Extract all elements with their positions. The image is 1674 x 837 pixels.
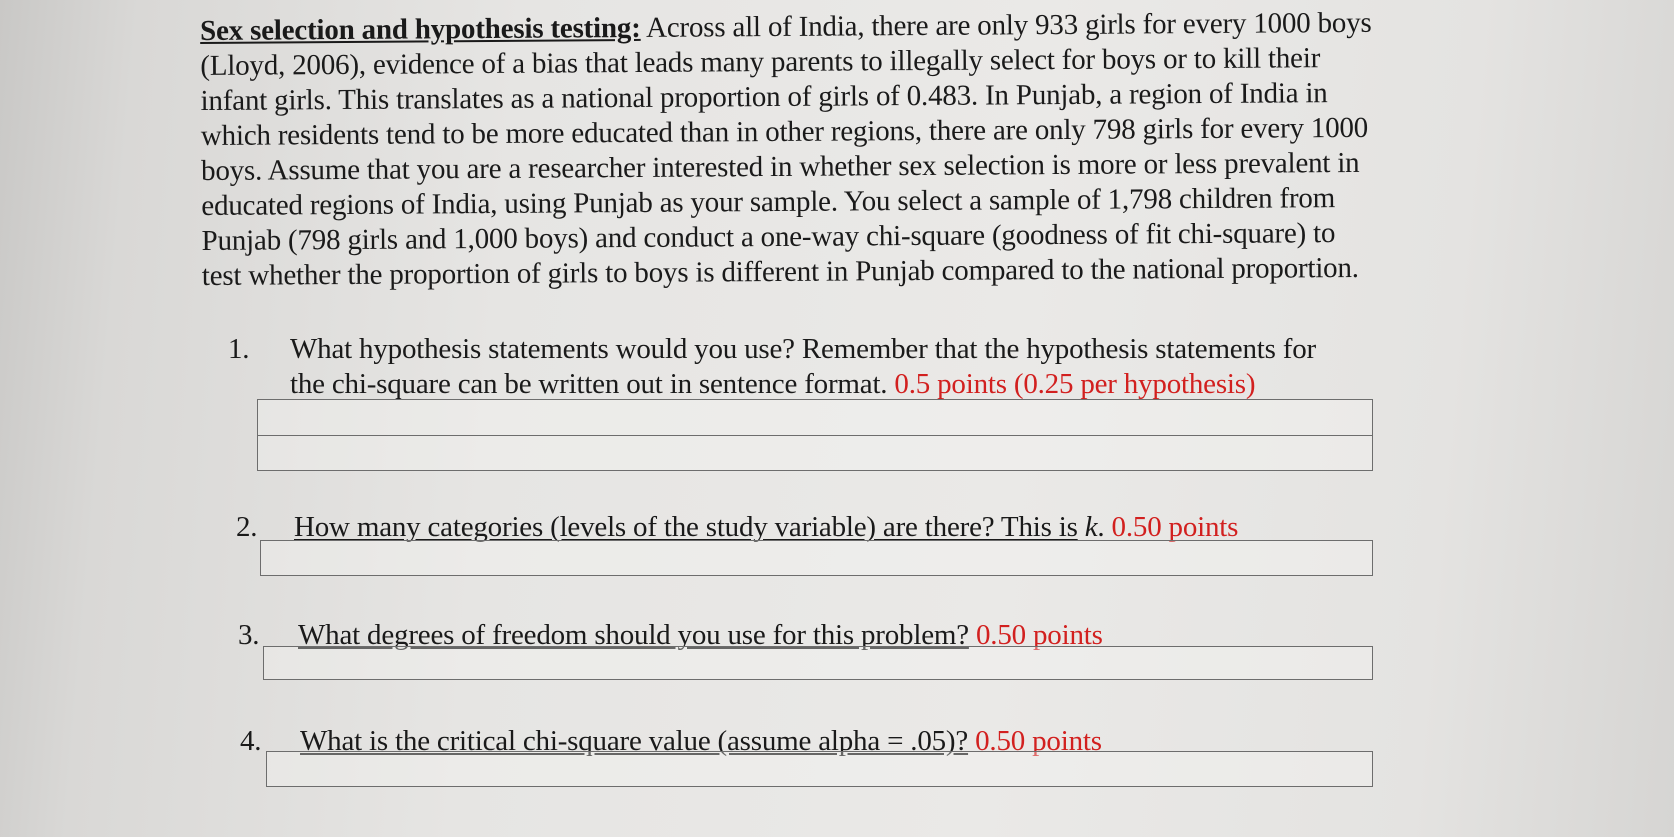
answer-box-1[interactable] (257, 399, 1373, 471)
answer-box-4[interactable] (266, 751, 1373, 787)
question-text-line2: the chi-square can be written out in sentence format. (290, 368, 888, 400)
question-text: What degrees of freedom should you use for this problem? (298, 619, 969, 651)
answer-box-divider (258, 435, 1372, 436)
question-text: What is the critical chi-square value (assume alpha = .05)? (300, 725, 969, 757)
intro-paragraph (200, 6, 1382, 294)
question-text-line2-wrap (290, 367, 1255, 402)
question-number: 4. (240, 725, 262, 757)
intro-body: Across all of India, there are only 933 girls for every 1000 boys (Lloyd, 2006), evidence of a bias that leads many parents to illegally select for boys or to kill their infant girls. This translates as a national proportion of girls of 0.483. In Punjab, a region of India in which residents tend to be more educated than in other regions, there are only 798 girls for every 1000 boys. Assume that you are a researcher interested in whether sex selection is more or less prevalent in educated regions of India, using Punjab as your sample. You select a sample of 1,798 children from Punjab (798 girls and 1,000 boys) and conduct a one-way chi-square (goodness of fit chi-square) to test whether the proportion of girls to boys is different in Punjab compared to the national proportion. (200, 6, 1372, 292)
question-number: 2. (236, 511, 258, 543)
answer-box-3[interactable] (263, 646, 1373, 680)
k-period: . (1097, 511, 1105, 543)
question-text-line1: What hypothesis statements would you use? Remember that the hypothesis statements for (290, 333, 1316, 365)
intro-heading: Sex selection and hypothesis testing: (200, 11, 641, 47)
k-symbol: k (1084, 511, 1098, 543)
answer-box-2[interactable] (260, 540, 1373, 576)
points-label: 0.5 points (0.25 per hypothesis) (894, 368, 1256, 400)
points-label: 0.50 points (975, 619, 1103, 651)
question-text: How many categories (levels of the study variable) are there? This is (294, 511, 1078, 543)
points-label: 0.50 points (1111, 511, 1239, 543)
question-number: 3. (238, 619, 260, 651)
points-label: 0.50 points (975, 725, 1102, 757)
question-number: 1. (228, 333, 250, 365)
